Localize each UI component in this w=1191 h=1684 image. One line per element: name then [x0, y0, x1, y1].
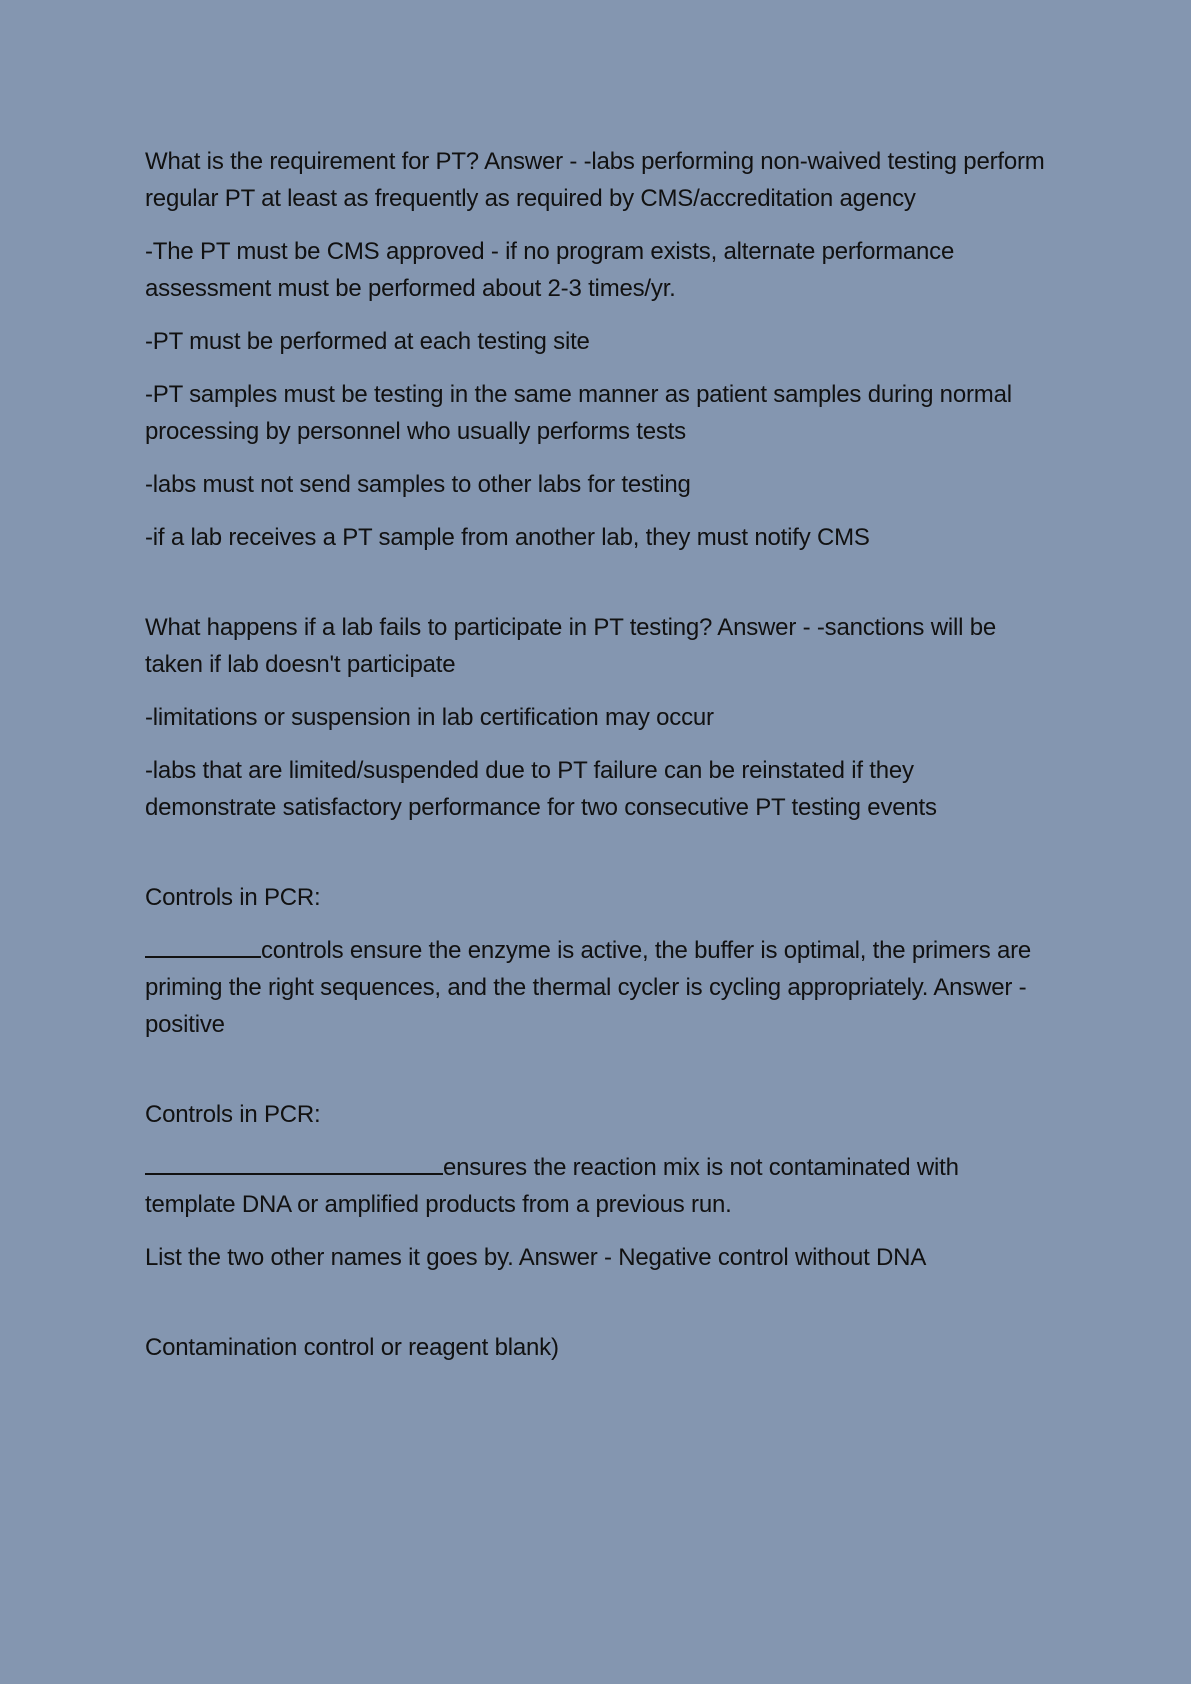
- pt-requirement-point-1: -The PT must be CMS approved - if no program exists, alternate performance assessment must be performed about 2-3 times/yr.: [145, 238, 955, 302]
- fill-in-blank: [145, 1149, 443, 1175]
- pt-requirement-point-3: -PT samples must be testing in the same manner as patient samples during normal processing by personnel who usually performs tests: [145, 381, 1012, 445]
- pt-failure-point-1: -limitations or suspension in lab certification may occur: [145, 704, 714, 731]
- section-gap: [145, 1059, 1045, 1096]
- pcr-negative-text: ensures the reaction mix is not contaminated with template DNA or amplified products from a previous run.: [145, 1154, 959, 1218]
- pt-failure-question: What happens if a lab fails to participate in PT testing? Answer - -sanctions will be taken if lab doesn't participate: [145, 614, 996, 678]
- pcr-positive-question: [145, 932, 1045, 1043]
- document-page: [145, 143, 1045, 1382]
- pcr-positive-text: controls ensure the enzyme is active, the buffer is optimal, the primers are priming the right sequences, and the thermal cycler is cycling appropriately. Answer - positive: [145, 937, 1032, 1038]
- pt-requirement-point-2: -PT must be performed at each testing site: [145, 328, 590, 355]
- pcr-positive-heading: Controls in PCR:: [145, 884, 321, 911]
- pcr-negative-question: [145, 1149, 1045, 1223]
- pcr-negative-list-line: List the two other names it goes by. Answer - Negative control without DNA: [145, 1244, 927, 1271]
- pt-requirement-point-5: -if a lab receives a PT sample from another lab, they must notify CMS: [145, 524, 870, 551]
- fill-in-blank: [145, 932, 261, 958]
- section-gap: [145, 572, 1045, 609]
- pt-failure-point-2: -labs that are limited/suspended due to PT failure can be reinstated if they demonstrate satisfactory performance for two consecutive PT testing events: [145, 757, 937, 821]
- pt-requirement-point-4: -labs must not send samples to other labs for testing: [145, 471, 691, 498]
- pcr-negative-closing: Contamination control or reagent blank): [145, 1334, 559, 1361]
- section-gap: [145, 1292, 1045, 1329]
- pt-requirement-question: What is the requirement for PT? Answer - -labs performing non-waived testing perform regular PT at least as frequently as required by CMS/accreditation agency: [145, 148, 1045, 212]
- section-gap: [145, 842, 1045, 879]
- pcr-negative-heading: Controls in PCR:: [145, 1101, 321, 1128]
